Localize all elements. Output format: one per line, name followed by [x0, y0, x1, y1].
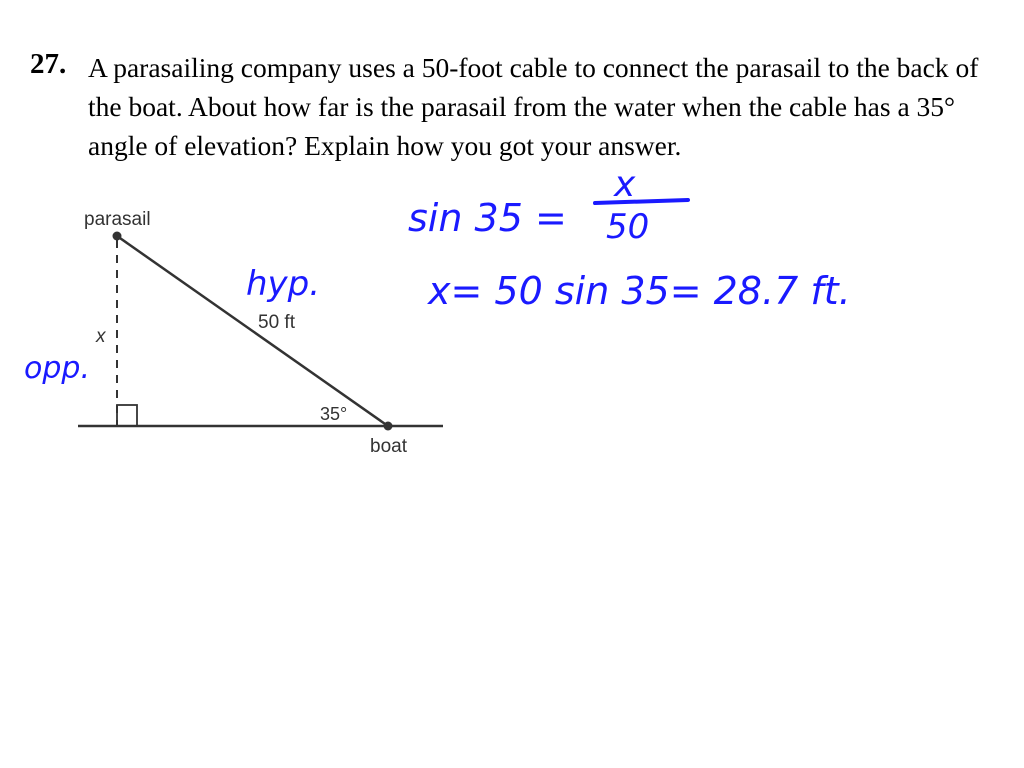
problem-number: 27. [30, 48, 67, 80]
height-label: x [96, 326, 106, 347]
fraction-numerator: x [614, 164, 636, 205]
boat-label: boat [370, 436, 407, 457]
problem-text: A parasailing company uses a 50-foot cable to connect the parasail to the back of the boat. About how far is the parasail from the water when the cable has a 35° angle of elevation? Explain how you got your answer. [88, 52, 979, 161]
parasail-label: parasail [84, 209, 151, 230]
hypotenuse-label: 50 ft [258, 312, 295, 333]
fraction-bar [595, 200, 688, 203]
solution-line: x= 50 sin 35= 28.7 ft. [428, 269, 851, 313]
fraction-denominator: 50 [606, 207, 650, 247]
angle-label: 35° [320, 404, 348, 424]
equation-lhs: sin 35 = [408, 196, 567, 240]
hyp-note: hyp. [246, 264, 321, 304]
opp-note: opp. [24, 351, 90, 386]
